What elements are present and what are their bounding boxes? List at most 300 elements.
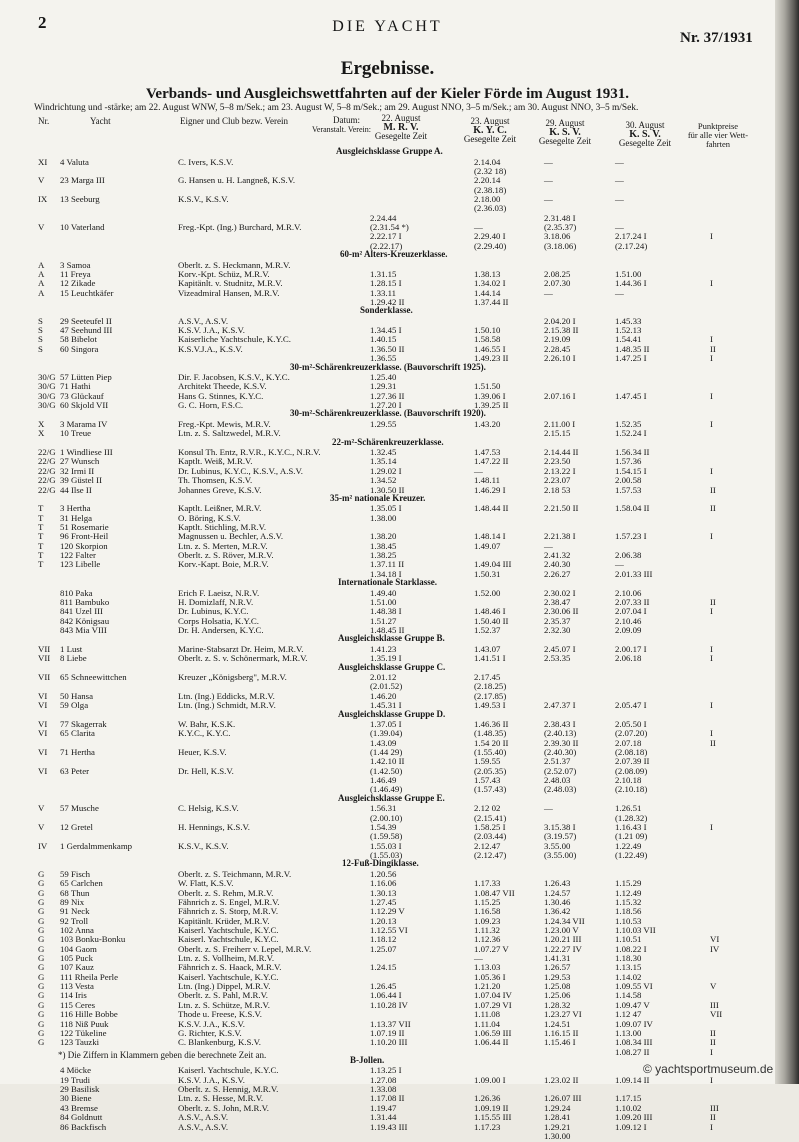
row-owner: O. Böring, K.S.V. bbox=[178, 512, 241, 523]
section-heading: 12-Fuß-Dingiklasse. bbox=[342, 858, 419, 869]
row-time-day1: 1.29.31 bbox=[370, 381, 397, 392]
row-owner: Kaptlt. Weiß, M.R.V. bbox=[178, 456, 253, 467]
row-yacht: 1 Windliese III bbox=[60, 447, 113, 458]
section-heading: Ausgleichsklasse Gruppe B. bbox=[338, 633, 445, 644]
row-time-day1: 1.25.07 bbox=[370, 943, 397, 954]
row-time-day3: 2.26.10 I bbox=[544, 353, 576, 364]
row-time-day4: 1.08.22 I bbox=[615, 943, 647, 954]
row-time-day2: 1.41.51 I bbox=[474, 653, 506, 664]
row-class-number: G bbox=[38, 878, 45, 889]
row-time-day4: (2.10.18) bbox=[615, 784, 648, 795]
row-owner: Dr. Lubinus, K.Y.C. bbox=[178, 606, 249, 617]
row-time-day2: 2.12.47 bbox=[474, 840, 501, 851]
row-time-day2: 1.11.32 bbox=[474, 925, 501, 935]
row-time-day3: 2.21.38 I bbox=[544, 531, 576, 542]
row-yacht: 96 Front-Heil bbox=[60, 531, 109, 542]
col-day2-time: Gesegelte Zeit bbox=[463, 134, 517, 144]
row-time-day4: 1.16.43 I bbox=[615, 822, 647, 832]
row-time-day1: 1.17.08 II bbox=[370, 1093, 405, 1104]
row-yacht: 19 Trudi bbox=[60, 1074, 91, 1085]
row-class-number: VI bbox=[38, 719, 48, 729]
row-class-number: A bbox=[38, 268, 45, 279]
table-row bbox=[0, 1131, 775, 1142]
row-yacht: 1 Gerdalmmenkamp bbox=[60, 840, 133, 851]
row-time-day2: 1.52.00 bbox=[474, 587, 501, 598]
row-yacht: 47 Seehund III bbox=[60, 325, 113, 336]
row-time-day1: 1.29.42 II bbox=[370, 296, 405, 307]
row-time-day3: 2.38.43 I bbox=[544, 719, 576, 729]
row-time-day1: 1.46.49 bbox=[370, 775, 397, 786]
row-time-day1: (2.31.54 *) bbox=[370, 221, 409, 232]
row-yacht: 77 Skagerrak bbox=[60, 719, 107, 729]
row-time-day3: — bbox=[544, 540, 553, 551]
row-owner: K.S.V. J.A., K.S.V. bbox=[178, 1074, 245, 1085]
row-time-day3: 2.51.37 bbox=[544, 756, 571, 767]
row-time-day2: 1.15.25 bbox=[474, 896, 501, 907]
row-points: III bbox=[710, 999, 719, 1010]
row-time-day1: (2.00.10) bbox=[370, 812, 403, 823]
row-time-day2: 1.51.50 bbox=[474, 381, 501, 392]
row-time-day2: 1.43.20 bbox=[474, 418, 501, 429]
row-time-day4: 1.52.24 I bbox=[615, 428, 647, 439]
row-class-number: T bbox=[38, 503, 44, 514]
row-time-day4: 2.01.33 III bbox=[615, 568, 653, 579]
row-class-number: 30/G bbox=[38, 372, 56, 382]
row-time-day1: 1.13.25 I bbox=[370, 1065, 402, 1076]
row-points: VI bbox=[710, 934, 720, 945]
row-points: II bbox=[710, 1037, 716, 1048]
row-time-day1: 1.40.15 bbox=[370, 334, 397, 345]
row-time-day2: (1.55.40) bbox=[474, 747, 507, 758]
row-time-day2: 1.05.36 I bbox=[474, 971, 506, 982]
row-time-day1: 1.30.50 II bbox=[370, 484, 405, 495]
row-yacht: 116 Hille Bobbe bbox=[60, 1009, 118, 1020]
row-yacht: 11 Freya bbox=[60, 268, 91, 279]
row-points: I bbox=[710, 606, 713, 617]
row-yacht: 50 Hansa bbox=[60, 690, 93, 701]
row-time-day2: (2.12.47) bbox=[474, 850, 507, 861]
row-yacht: 59 Olga bbox=[60, 700, 89, 711]
row-time-day2: 1.15.55 III bbox=[474, 1112, 512, 1123]
row-time-day4: 2.06.38 bbox=[615, 550, 642, 561]
row-time-day1: 1.12.55 VI bbox=[370, 925, 408, 935]
col-day3-date: 29. August bbox=[545, 118, 585, 128]
row-time-day2: 1.48.11 bbox=[474, 475, 501, 486]
row-time-day3: 3.55.00 bbox=[544, 840, 571, 851]
row-owner: Ltn. z. S. Merten, M.R.V. bbox=[178, 540, 268, 551]
row-points: I bbox=[710, 653, 713, 664]
row-time-day2: 1.49.04 III bbox=[474, 559, 512, 570]
row-yacht: 10 Treue bbox=[60, 428, 92, 439]
row-time-day4: 1.09.20 III bbox=[615, 1112, 653, 1123]
row-owner: Konsul Th. Entz, R.V.R., K.Y.C., N.R.V. bbox=[178, 447, 321, 458]
row-owner: H. Hennings, K.S.V. bbox=[178, 822, 250, 832]
row-time-day4: (2.07.20) bbox=[615, 728, 648, 739]
row-time-day4: 1.47.25 I bbox=[615, 353, 647, 364]
row-owner: Heuer, K.S.V. bbox=[178, 747, 227, 758]
row-time-day4: 1.12 47 bbox=[615, 1009, 642, 1020]
row-time-day4: 1.13.15 bbox=[615, 962, 642, 973]
row-class-number: G bbox=[38, 990, 45, 1001]
row-time-day2: — bbox=[474, 953, 483, 964]
row-time-day3: 2.18 53 bbox=[544, 484, 571, 495]
row-points: II bbox=[710, 1112, 716, 1123]
row-owner: K.S.V.J.A., K.S.V. bbox=[178, 343, 243, 354]
row-time-day1: 2.01.12 bbox=[370, 672, 397, 683]
row-class-number: G bbox=[38, 925, 45, 935]
row-time-day4: — bbox=[615, 559, 624, 570]
row-time-day1: 1.13.37 VII bbox=[370, 1018, 411, 1029]
row-time-day2: 1.08.47 VII bbox=[474, 887, 515, 898]
row-owner: Architekt Theede, K.S.V. bbox=[178, 381, 267, 392]
row-time-day3: 1.24.57 bbox=[544, 887, 571, 898]
row-owner: Oberlt. z. S. v. Schönermark, M.R.V. bbox=[178, 653, 308, 664]
row-time-day2: 1.52.37 bbox=[474, 625, 501, 636]
row-time-day4: 2.10.06 bbox=[615, 587, 642, 598]
row-owner: Ltn. z. S. Schütze, M.R.V. bbox=[178, 999, 270, 1010]
row-time-day1: (2.01.52) bbox=[370, 681, 403, 692]
row-time-day3: 1.23.00 V bbox=[544, 925, 579, 935]
row-time-day4: 1.10.51 bbox=[615, 934, 642, 945]
row-owner: Dir. F. Jacobsen, K.S.V., K.Y.C. bbox=[178, 372, 290, 382]
row-class-number: G bbox=[38, 887, 45, 898]
row-yacht: 89 Nix bbox=[60, 896, 85, 907]
row-owner: Kaptlt. Leißner, M.R.V. bbox=[178, 503, 262, 514]
row-time-day2: (1.48.35) bbox=[474, 728, 507, 739]
row-time-day1: 1.55.03 I bbox=[370, 840, 402, 851]
row-time-day2: 1.48.46 I bbox=[474, 606, 506, 617]
row-time-day1: 1.12.29 V bbox=[370, 906, 405, 917]
page-binding-shadow bbox=[775, 0, 799, 1084]
row-owner: A.S.V., A.S.V. bbox=[178, 1112, 229, 1123]
row-yacht: 1 Lust bbox=[60, 643, 83, 654]
row-owner: Freg.-Kpt. Mewis, M.R.V. bbox=[178, 418, 271, 429]
row-time-day3: 1.20.21 III bbox=[544, 934, 582, 945]
row-class-number: G bbox=[38, 999, 45, 1010]
row-yacht: 43 Bremse bbox=[60, 1102, 98, 1113]
row-time-day2: (1.57.43) bbox=[474, 784, 507, 795]
row-time-day2: 2.29.40 I bbox=[474, 231, 506, 242]
row-time-day4: 2.07.18 bbox=[615, 737, 642, 748]
row-time-day1: 1.28.15 I bbox=[370, 278, 402, 289]
row-yacht: 60 Singora bbox=[60, 343, 99, 354]
row-yacht: 12 Zikade bbox=[60, 278, 96, 289]
row-yacht: 71 Hertha bbox=[60, 747, 95, 758]
row-class-number: VI bbox=[38, 728, 48, 739]
row-time-day4: 1.57.53 bbox=[615, 484, 642, 495]
row-time-day2: 1.12.36 bbox=[474, 934, 501, 945]
row-time-day4: — bbox=[615, 193, 624, 204]
col-day3-club: K. S. V. bbox=[549, 127, 581, 138]
row-time-day1: 1.10.20 III bbox=[370, 1037, 408, 1048]
row-class-number: 22/G bbox=[38, 447, 56, 458]
row-class-number: G bbox=[38, 962, 45, 973]
row-owner: A.S.V., A.S.V. bbox=[178, 315, 229, 326]
section-heading: 22-m²-Schärenkreuzerklasse. bbox=[332, 436, 444, 447]
row-time-day2: 1.39.25 II bbox=[474, 400, 509, 411]
section-heading: B-Jollen. bbox=[350, 1054, 385, 1065]
row-time-day1: 2.24.44 bbox=[370, 212, 397, 223]
row-class-number: 22/G bbox=[38, 484, 56, 495]
row-owner: Oberlt. z. S. Heckmann, M.R.V. bbox=[178, 259, 291, 270]
col-points-1: Punktpreise bbox=[697, 121, 739, 131]
row-time-day3: 1.15.46 I bbox=[544, 1037, 576, 1048]
row-yacht: 122 Falter bbox=[60, 550, 96, 561]
row-class-number: G bbox=[38, 915, 45, 926]
row-time-day3: 2.35.37 bbox=[544, 615, 571, 626]
row-time-day4: 1.15.32 bbox=[615, 896, 642, 907]
row-class-number: S bbox=[38, 343, 43, 354]
row-time-day2: 1.09.23 bbox=[474, 915, 501, 926]
row-time-day1: 1.34.18 I bbox=[370, 568, 402, 579]
row-yacht: 31 Helga bbox=[60, 512, 93, 523]
row-yacht: 91 Neck bbox=[60, 906, 90, 917]
row-time-day4: 1.51.00 bbox=[615, 268, 642, 279]
row-points: I bbox=[710, 1121, 713, 1132]
row-time-day2: 1.07.29 VI bbox=[474, 999, 512, 1010]
row-time-day2: 1.47.22 II bbox=[474, 456, 509, 467]
row-owner: Oberlt. z. S. Rehm, M.R.V. bbox=[178, 887, 274, 898]
row-time-day3: 2.30.06 II bbox=[544, 606, 579, 617]
row-time-day1: 1.35.19 I bbox=[370, 653, 402, 664]
row-time-day3: 3.15.38 I bbox=[544, 822, 576, 832]
row-yacht: 27 Wunsch bbox=[60, 456, 100, 467]
row-owner: Th. Thomsen, K.S.V. bbox=[178, 475, 253, 486]
section-heading: Internationale Starklasse. bbox=[338, 577, 437, 588]
row-points: I bbox=[710, 390, 713, 401]
row-time-day1: 1.38.00 bbox=[370, 512, 397, 523]
row-time-day2: 1.58.25 I bbox=[474, 822, 506, 832]
row-time-day3: 1.22.27 IV bbox=[544, 943, 582, 954]
row-class-number: S bbox=[38, 315, 43, 326]
row-points: II bbox=[710, 343, 716, 354]
row-yacht: 29 Basilisk bbox=[60, 1084, 100, 1095]
row-time-day2: 1.09.00 I bbox=[474, 1074, 506, 1085]
row-time-day3: — bbox=[544, 156, 553, 167]
row-class-number: 22/G bbox=[38, 456, 56, 467]
row-class-number: G bbox=[38, 934, 45, 945]
row-time-day2: 2.14.04 bbox=[474, 156, 501, 167]
row-yacht: 65 Carlchen bbox=[60, 878, 103, 889]
row-owner: Ltn. z. S. Saltzwedel, M.R.V. bbox=[178, 428, 281, 439]
col-day1-time: Gesegelte Zeit bbox=[374, 131, 428, 141]
row-class-number: VI bbox=[38, 765, 48, 776]
row-time-day1: 1.29.55 bbox=[370, 418, 397, 429]
row-time-day1: 1.33.11 bbox=[370, 287, 397, 298]
row-time-day4: 1.14.02 bbox=[615, 971, 642, 982]
section-heading: Ausgleichsklasse Gruppe E. bbox=[338, 792, 445, 803]
row-time-day4: 2.09.09 bbox=[615, 625, 642, 636]
row-time-day3: 1.28.32 bbox=[544, 999, 571, 1010]
row-yacht: 3 Hertha bbox=[60, 503, 91, 514]
row-points: II bbox=[710, 1027, 716, 1038]
row-yacht: 68 Thun bbox=[60, 887, 90, 898]
row-time-day3: — bbox=[544, 287, 553, 298]
row-time-day4: 1.54.41 bbox=[615, 334, 642, 345]
row-time-day1: 1.48.45 II bbox=[370, 625, 405, 636]
row-time-day3: 2.13.22 I bbox=[544, 465, 576, 476]
row-class-number: G bbox=[38, 1009, 45, 1020]
row-time-day1: 1.42.10 II bbox=[370, 756, 405, 767]
row-yacht: 3 Marama IV bbox=[60, 418, 108, 429]
row-time-day4: 1.47.45 I bbox=[615, 390, 647, 401]
row-time-day2: 1.11.08 bbox=[474, 1009, 501, 1020]
row-yacht: 92 Troll bbox=[60, 915, 89, 926]
col-day3-time: Gesegelte Zeit bbox=[538, 136, 592, 146]
row-time-day2: (2.29.40) bbox=[474, 240, 507, 251]
row-time-day4: 1.09.47 V bbox=[615, 999, 650, 1010]
row-owner: Vizeadmiral Hansen, M.R.V. bbox=[178, 287, 280, 298]
section-heading: 60-m² Alters-Kreuzerklasse. bbox=[340, 249, 448, 259]
row-time-day3: 2.47.37 I bbox=[544, 700, 576, 711]
row-time-day4: — bbox=[615, 156, 624, 167]
col-day4-date: 30. August bbox=[625, 120, 665, 130]
row-time-day3: 2.38.47 bbox=[544, 597, 571, 607]
row-class-number: G bbox=[38, 906, 45, 917]
row-time-day3: 2.08.25 bbox=[544, 268, 571, 279]
row-time-day4: 2.07.33 II bbox=[615, 597, 650, 607]
row-class-number: 22/G bbox=[38, 465, 56, 476]
row-time-day4: 1.44.36 I bbox=[615, 278, 647, 289]
wind-line: Windrichtung und -stärke; am 22. August WNW, 5–8 m/Sek.; am 23. August W, 5–8 m/Sek.; am 29. August NNO, 3–5 m/Sek.; am 30. August NNO, 3–5 m/Sek. bbox=[34, 103, 639, 113]
row-class-number: 22/G bbox=[38, 475, 56, 486]
row-yacht: 123 Tauzki bbox=[60, 1037, 100, 1048]
row-owner: Ltn. z. S. Vollheim, M.R.V. bbox=[178, 953, 275, 964]
watermark: © yachtsportmuseum.de bbox=[643, 1062, 774, 1076]
row-time-day1: 1.34.52 bbox=[370, 475, 397, 486]
row-time-day2: 1.34.02 I bbox=[474, 278, 506, 289]
row-time-day2: 2.17.45 bbox=[474, 672, 501, 683]
row-yacht: 8 Liebe bbox=[60, 653, 87, 664]
row-points: I bbox=[710, 1074, 713, 1085]
row-time-day3: 1.30.00 bbox=[544, 1130, 571, 1141]
col-day1-date: 22. August bbox=[381, 113, 421, 123]
col-yacht: Yacht bbox=[90, 116, 111, 126]
row-class-number: G bbox=[38, 953, 45, 964]
row-time-day3: (2.35.37) bbox=[544, 221, 577, 232]
row-time-day3: 1.36.42 bbox=[544, 906, 571, 917]
col-veranstalt: Veranstalt. Verein: bbox=[312, 125, 371, 134]
row-yacht: 4 Valuta bbox=[60, 156, 89, 167]
row-time-day2: 1.06.44 II bbox=[474, 1037, 509, 1048]
row-points: I bbox=[710, 465, 713, 476]
row-class-number: G bbox=[38, 971, 45, 982]
row-owner: Kaiserl. Yachtschule, K.Y.C. bbox=[178, 925, 279, 935]
row-time-day2: 1.39.06 I bbox=[474, 390, 506, 401]
col-points-2: für alle vier Wett- bbox=[687, 130, 749, 140]
row-yacht: 29 Seeteufel II bbox=[60, 315, 112, 326]
row-yacht: 118 Niß Puuk bbox=[60, 1018, 109, 1029]
row-time-day4: 1.48.35 II bbox=[615, 343, 650, 354]
row-time-day3: (3.55.00) bbox=[544, 850, 577, 861]
row-yacht: 104 Gaom bbox=[60, 943, 97, 954]
page-number: 2 bbox=[38, 13, 47, 32]
row-owner: Kreuzer „Königsberg", M.R.V. bbox=[178, 672, 287, 683]
row-owner: K.S.V., K.S.V. bbox=[178, 840, 229, 851]
issue-number: Nr. 37/1931 bbox=[680, 30, 753, 46]
row-time-day2: 1.49.53 I bbox=[474, 700, 506, 711]
row-yacht: 65 Clarita bbox=[60, 728, 95, 739]
row-yacht: 842 Königsau bbox=[60, 615, 110, 626]
row-time-day1: 1.32.45 bbox=[370, 447, 397, 458]
row-class-number: A bbox=[38, 278, 45, 289]
row-time-day2: 1.07.27 V bbox=[474, 943, 509, 954]
row-time-day4: 1.12.49 bbox=[615, 887, 642, 898]
sub-heading: Verbands- und Ausgleichswettfahrten auf der Kieler Förde im August 1931. bbox=[145, 86, 630, 102]
row-time-day1: 1.49.40 bbox=[370, 587, 397, 598]
col-day2-date: 23. August bbox=[470, 116, 510, 126]
row-owner: Kapitänlt. Krüder, M.R.V. bbox=[178, 915, 270, 926]
row-owner: Oberlt. z. S. Röver, M.R.V. bbox=[178, 550, 274, 561]
row-yacht: 51 Rosemarie bbox=[60, 522, 109, 533]
col-owner: Eigner und Club bezw. Verein bbox=[180, 116, 288, 126]
row-time-day1: 1.38.45 bbox=[370, 540, 397, 551]
row-time-day1: (2.22.17) bbox=[370, 240, 403, 251]
row-points: III bbox=[710, 1102, 719, 1113]
row-time-day2: 1.13.03 bbox=[474, 962, 501, 973]
row-owner: Kaiserl. Yachtschule, K.Y.C. bbox=[178, 934, 279, 945]
row-time-day2: (2.18.25) bbox=[474, 681, 507, 692]
row-time-day3: (2.48.03) bbox=[544, 784, 577, 795]
row-time-day2: 1.54 20 II bbox=[474, 737, 509, 748]
row-time-day1: 1.38.25 bbox=[370, 550, 397, 561]
col-nr: Nr. bbox=[38, 116, 50, 126]
row-time-day3: 2.53.35 bbox=[544, 653, 571, 664]
row-owner: G. C. Horn, F.S.C. bbox=[178, 400, 244, 411]
row-time-day1: 1.27.08 bbox=[370, 1074, 397, 1085]
row-time-day4: 1.15.29 bbox=[615, 878, 642, 889]
row-class-number: VI bbox=[38, 700, 48, 711]
row-owner: G. Hansen u. H. Langneß, K.S.V. bbox=[178, 175, 296, 186]
row-time-day1: 1.36.55 bbox=[370, 353, 397, 364]
row-yacht: 3 Samoa bbox=[60, 259, 91, 270]
section-heading: Ausgleichsklasse Gruppe C. bbox=[338, 661, 446, 672]
row-time-day2: 1.46.29 I bbox=[474, 484, 506, 495]
row-owner: Ltn. z. S. Hesse, M.R.V. bbox=[178, 1093, 264, 1104]
row-time-day3: 1.23.02 II bbox=[544, 1074, 579, 1085]
row-time-day1: 2.22.17 I bbox=[370, 231, 402, 242]
row-class-number: 30/G bbox=[38, 400, 56, 411]
row-yacht: 10 Vaterland bbox=[60, 221, 105, 232]
row-time-day2: (2.03.44) bbox=[474, 831, 507, 842]
row-class-number: S bbox=[38, 334, 43, 345]
row-owner: Kaiserliche Yachtschule, K.Y.C. bbox=[178, 334, 291, 345]
row-time-day4: 1.57.36 bbox=[615, 456, 642, 467]
row-points: I bbox=[710, 1046, 713, 1057]
row-yacht: 114 Iris bbox=[60, 990, 87, 1001]
row-class-number: G bbox=[38, 943, 45, 954]
row-time-day3: 2.31.48 I bbox=[544, 212, 576, 223]
col-day2 bbox=[455, 117, 525, 144]
row-owner: W. Bahr, K.S.K. bbox=[178, 719, 236, 729]
row-time-day3: 2.21.50 II bbox=[544, 503, 579, 514]
footnote: *) Die Ziffern in Klammern geben die berechnete Zeit an. bbox=[58, 1050, 267, 1060]
row-yacht: 811 Bambuko bbox=[60, 597, 110, 607]
row-points: I bbox=[710, 278, 713, 289]
row-yacht: 103 Bonku-Bonku bbox=[60, 934, 126, 945]
row-time-day4: 1.58.04 II bbox=[615, 503, 650, 514]
row-time-day2: 1.43.07 bbox=[474, 643, 501, 654]
row-time-day2: (2.17.85) bbox=[474, 690, 507, 701]
row-owner: H. Domizlaff, N.R.V. bbox=[178, 597, 254, 607]
row-time-day1: (1.59.58) bbox=[370, 831, 403, 842]
row-yacht: 843 Mia VIII bbox=[60, 625, 107, 636]
row-time-day1: 1.24.15 bbox=[370, 962, 397, 973]
row-time-day3: 2.39.30 II bbox=[544, 737, 579, 748]
row-points: V bbox=[710, 981, 717, 992]
row-time-day3: 2.28.45 bbox=[544, 343, 571, 354]
col-points-3: fahrten bbox=[705, 139, 731, 149]
